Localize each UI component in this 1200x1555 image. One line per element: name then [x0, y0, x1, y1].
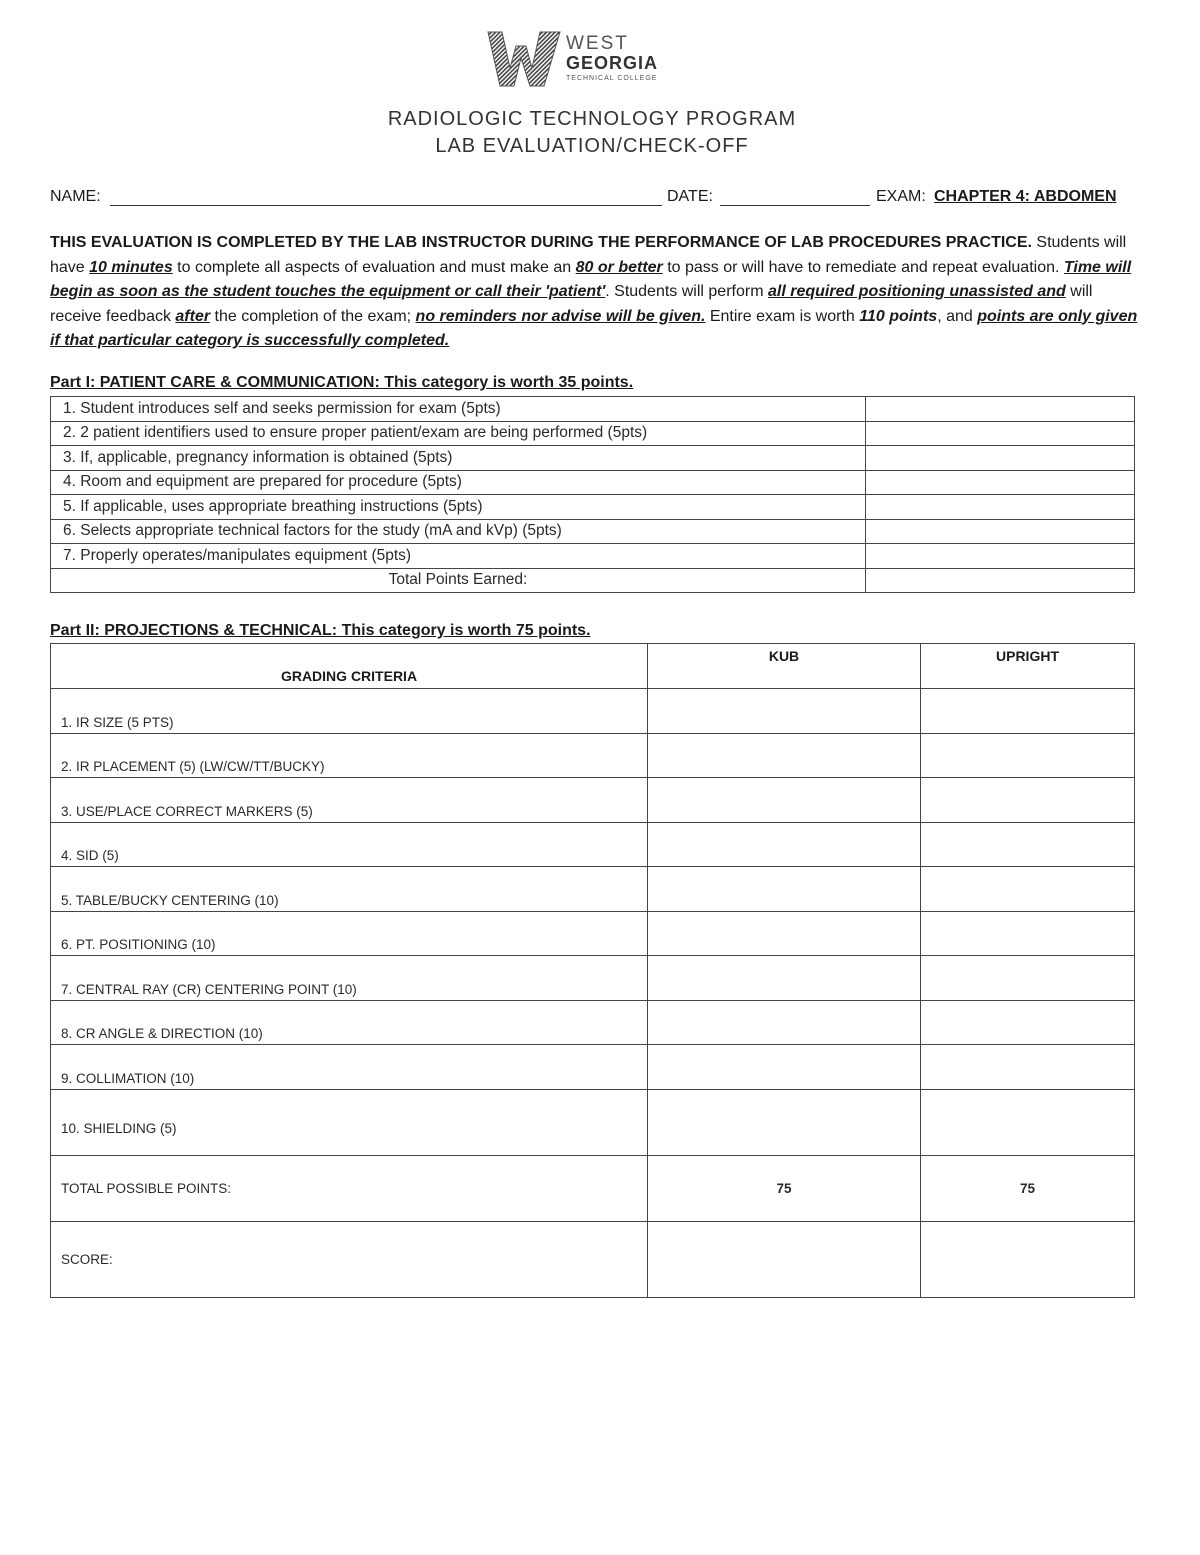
instr-emphasis: Time will begin as soon as the student touches the equipment or call their 'patient'	[50, 258, 1132, 300]
logo-west-text: WEST	[566, 33, 629, 54]
table-row	[51, 1000, 1135, 1045]
kub-score-cell[interactable]	[648, 689, 921, 734]
criterion-label: 4. SID (5)	[51, 822, 648, 867]
upright-score-cell[interactable]	[921, 822, 1135, 867]
criterion-label: 2. 2 patient identifiers used to ensure proper patient/exam are being performed (5pts)	[51, 421, 866, 446]
table-row	[51, 911, 1135, 956]
kub-score-cell[interactable]	[648, 778, 921, 823]
instr-text: to complete all aspects of evaluation and must make an	[172, 258, 576, 276]
table-row	[51, 495, 1135, 520]
kub-score-cell[interactable]	[648, 733, 921, 778]
total-points-cell[interactable]	[866, 568, 1135, 593]
table-row	[51, 519, 1135, 544]
exam-label: EXAM:	[876, 188, 926, 205]
name-field[interactable]	[110, 205, 662, 206]
kub-score-cell[interactable]	[648, 1089, 921, 1155]
table-row	[51, 446, 1135, 471]
instr-emphasis: after	[175, 307, 211, 325]
kub-score-cell[interactable]	[648, 911, 921, 956]
kub-score-cell[interactable]	[648, 822, 921, 867]
grading-criteria-header: GRADING CRITERIA	[51, 644, 648, 689]
total-row	[51, 1155, 1135, 1221]
instr-text: will receive feedback	[50, 283, 1093, 325]
criterion-label: 7. CENTRAL RAY (CR) CENTERING POINT (10)	[51, 956, 648, 1001]
criterion-label: 6. Selects appropriate technical factors for the study (mA and kVp) (5pts)	[51, 519, 866, 544]
criterion-label: 5. If applicable, uses appropriate breathing instructions (5pts)	[51, 495, 866, 520]
upright-score-cell[interactable]	[921, 689, 1135, 734]
part1-table	[50, 396, 1135, 593]
logo-subtitle: TECHNICAL COLLEGE	[566, 75, 658, 82]
table-row	[51, 689, 1135, 734]
criterion-label: 5. TABLE/BUCKY CENTERING (10)	[51, 867, 648, 912]
kub-score-cell[interactable]	[648, 1000, 921, 1045]
criterion-label: 1. Student introduces self and seeks permission for exam (5pts)	[51, 397, 866, 422]
kub-score-cell[interactable]	[648, 867, 921, 912]
instr-emphasis: 10 minutes	[89, 258, 173, 276]
program-title: RADIOLOGIC TECHNOLOGY PROGRAM	[387, 108, 797, 130]
upright-score-cell[interactable]	[921, 778, 1135, 823]
total-possible-label: TOTAL POSSIBLE POINTS:	[51, 1155, 648, 1221]
criterion-label: 9. COLLIMATION (10)	[51, 1045, 648, 1090]
points-cell[interactable]	[866, 397, 1135, 422]
name-label: NAME:	[50, 188, 101, 205]
criterion-label: 8. CR ANGLE & DIRECTION (10)	[51, 1000, 648, 1045]
kub-score-cell[interactable]	[648, 956, 921, 1001]
total-points-label: Total Points Earned:	[51, 568, 866, 593]
date-field[interactable]	[720, 205, 870, 206]
w-logo-icon	[486, 28, 562, 88]
table-row	[51, 867, 1135, 912]
form-title: LAB EVALUATION/CHECK-OFF	[435, 135, 749, 157]
criterion-label: 1. IR SIZE (5 PTS)	[51, 689, 648, 734]
upright-score-total-cell[interactable]	[921, 1221, 1135, 1297]
points-cell[interactable]	[866, 470, 1135, 495]
kub-header: KUB	[648, 644, 921, 689]
kub-total-value: 75	[648, 1155, 921, 1221]
logo-georgia-text: GEORGIA	[566, 53, 659, 73]
upright-header: UPRIGHT	[921, 644, 1135, 689]
table-row	[51, 1089, 1135, 1155]
upright-score-cell[interactable]	[921, 1045, 1135, 1090]
instr-emphasis: 110 points	[859, 307, 938, 325]
criterion-label: 7. Properly operates/manipulates equipment (5pts)	[51, 544, 866, 569]
points-cell[interactable]	[866, 544, 1135, 569]
upright-score-cell[interactable]	[921, 1089, 1135, 1155]
points-cell[interactable]	[866, 421, 1135, 446]
instr-text: Entire exam is worth	[705, 307, 860, 325]
instr-emphasis: all required positioning unassisted and	[767, 283, 1066, 300]
exam-value: CHAPTER 4: ABDOMEN	[934, 188, 1117, 205]
part2-title: Part II: PROJECTIONS & TECHNICAL: This category is worth 75 points.	[50, 622, 591, 639]
table-row	[51, 1045, 1135, 1090]
table-row	[51, 822, 1135, 867]
table-row	[51, 733, 1135, 778]
instr-text: , and	[937, 307, 978, 325]
table-row	[51, 397, 1135, 422]
upright-score-cell[interactable]	[921, 867, 1135, 912]
part2-table	[50, 643, 1135, 1298]
instr-text: the completion of the exam;	[210, 307, 416, 325]
criterion-label: 3. USE/PLACE CORRECT MARKERS (5)	[51, 778, 648, 823]
criterion-label: 6. PT. POSITIONING (10)	[51, 911, 648, 956]
kub-score-total-cell[interactable]	[648, 1221, 921, 1297]
date-label: DATE:	[667, 188, 713, 205]
instructions-paragraph	[50, 231, 1140, 354]
instr-lead: THIS EVALUATION IS COMPLETED BY THE LAB INSTRUCTOR DURING THE PERFORMANCE OF LAB PROCEDURES PRACTICE.	[50, 234, 1032, 251]
points-cell[interactable]	[866, 519, 1135, 544]
instr-emphasis: points are only given if that particular category is successfully completed.	[50, 307, 1138, 349]
table-row	[51, 956, 1135, 1001]
table-row	[51, 544, 1135, 569]
part1-title: Part I: PATIENT CARE & COMMUNICATION: This category is worth 35 points.	[50, 374, 634, 391]
upright-score-cell[interactable]	[921, 733, 1135, 778]
college-logo	[486, 28, 706, 92]
table-row	[51, 421, 1135, 446]
instr-text: Students will have	[50, 234, 1127, 276]
kub-score-cell[interactable]	[648, 1045, 921, 1090]
upright-score-cell[interactable]	[921, 1000, 1135, 1045]
criterion-label: 2. IR PLACEMENT (5) (LW/CW/TT/BUCKY)	[51, 733, 648, 778]
criterion-label: 10. SHIELDING (5)	[51, 1089, 648, 1155]
upright-score-cell[interactable]	[921, 911, 1135, 956]
points-cell[interactable]	[866, 495, 1135, 520]
instr-text: to pass or will have to remediate and repeat evaluation.	[662, 258, 1064, 276]
upright-score-cell[interactable]	[921, 956, 1135, 1001]
table-row	[51, 778, 1135, 823]
table-header-row	[51, 644, 1135, 689]
instr-emphasis: 80 or better	[575, 258, 663, 276]
points-cell[interactable]	[866, 446, 1135, 471]
upright-total-value: 75	[921, 1155, 1135, 1221]
instr-emphasis: no reminders nor advise will be given.	[415, 307, 706, 325]
criterion-label: 4. Room and equipment are prepared for procedure (5pts)	[51, 470, 866, 495]
criterion-label: 3. If, applicable, pregnancy information is obtained (5pts)	[51, 446, 866, 471]
table-row	[51, 568, 1135, 593]
score-row	[51, 1221, 1135, 1297]
score-label: SCORE:	[51, 1221, 648, 1297]
instr-text: . Students will perform	[605, 283, 768, 300]
table-row	[51, 470, 1135, 495]
